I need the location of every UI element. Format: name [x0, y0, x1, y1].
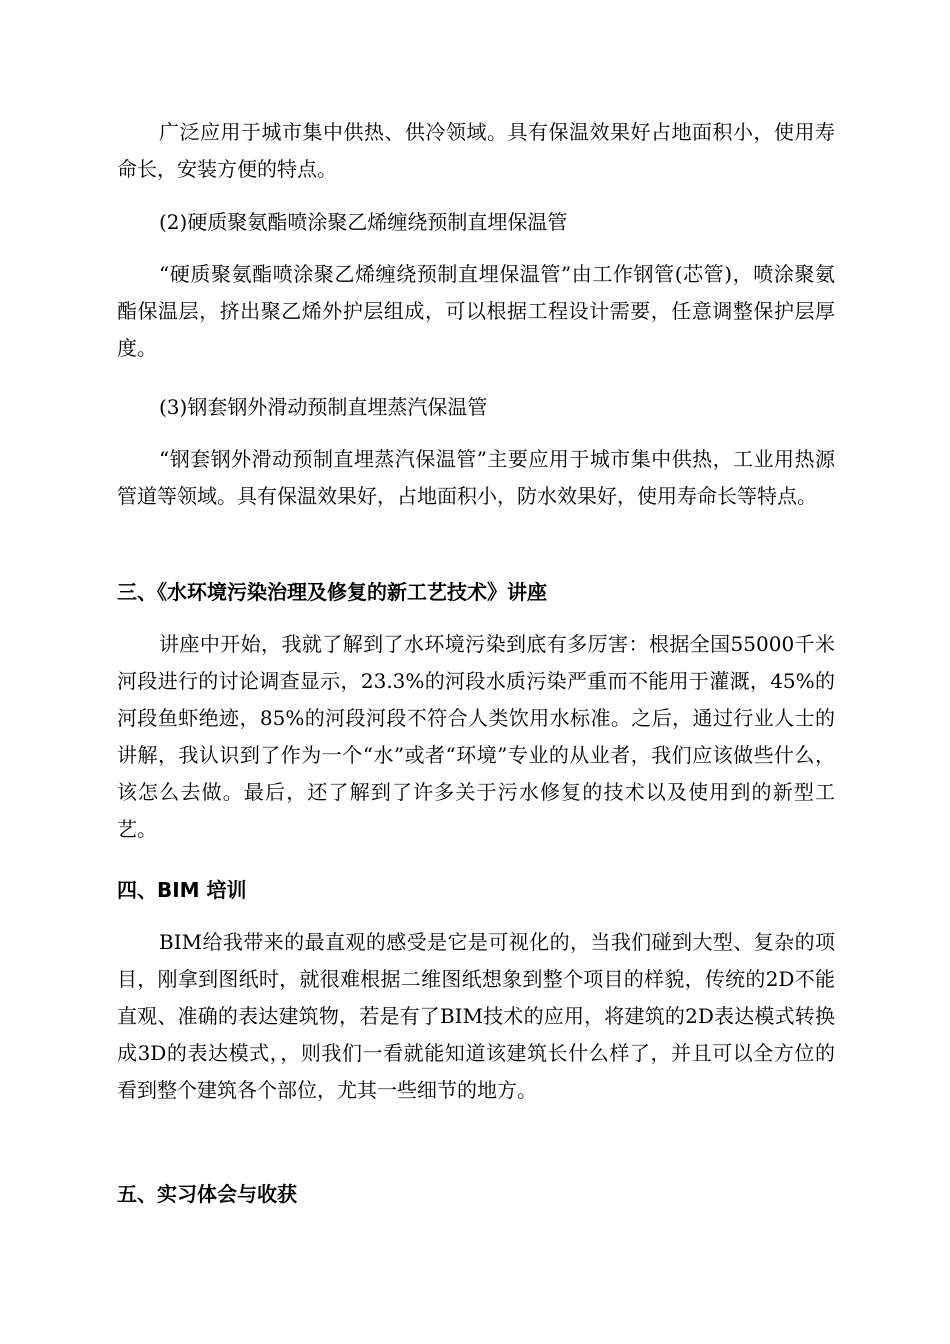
item-2-title: (2)硬质聚氨酯喷涂聚乙烯缠绕预制直埋保温管: [159, 210, 568, 234]
section-heading-3: 三、《水环境污染治理及修复的新工艺技术》讲座: [117, 580, 547, 604]
section-heading-4: 四、BIM 培训: [117, 878, 247, 902]
paragraph-steam-pipe: “钢套钢外滑动预制直埋蒸汽保温管”主要应用于城市集中供热，工业用热源管道等领域。具有保温效果好，占地面积小，防水效果好，使用寿命长等特点。: [117, 447, 835, 508]
paragraph-bim: BIM给我带来的最直观的感受是它是可视化的，当我们碰到大型、复杂的项目，刚拿到图纸时，就很难根据二维图纸想象到整个项目的样貌，传统的2D不能直观、准确的表达建筑物，若是有了BIM技术的应用，将建筑的2D表达模式转换成3D的表达模式，，则我们一看就能知道该建筑长什么样了，并且可以全方位的看到整个建筑各个部位，尤其一些细节的地方。: [117, 930, 835, 1102]
paragraph-polyurethane-pipe: “硬质聚氨酯喷涂聚乙烯缠绕预制直埋保温管”由工作钢管(芯管)，喷涂聚氨酯保温层，挤出聚乙烯外护层组成，可以根据工程设计需要，任意调整保护层厚度。: [117, 262, 835, 360]
item-3-title: (3)钢套钢外滑动预制直埋蒸汽保温管: [159, 395, 488, 419]
section-heading-5: 五、实习体会与收获: [117, 1182, 297, 1206]
paragraph-water-pollution: 讲座中开始，我就了解到了水环境污染到底有多厉害：根据全国55000千米河段进行的讨论调查显示，23.3%的河段水质污染严重而不能用于灌溉，45%的河段鱼虾绝迹，85%的河段河段不符合人类饮用水标准。之后，通过行业人士的讲解，我认识到了作为一个“水”或者“环境”专业的从业者，我们应该做些什么，该怎么去做。最后，还了解到了许多关于污水修复的技术以及使用到的新型工艺。: [117, 632, 835, 841]
paragraph-insulation-intro: 广泛应用于城市集中供热、供冷领域。具有保温效果好占地面积小，使用寿命长，安装方便的特点。: [117, 120, 835, 181]
